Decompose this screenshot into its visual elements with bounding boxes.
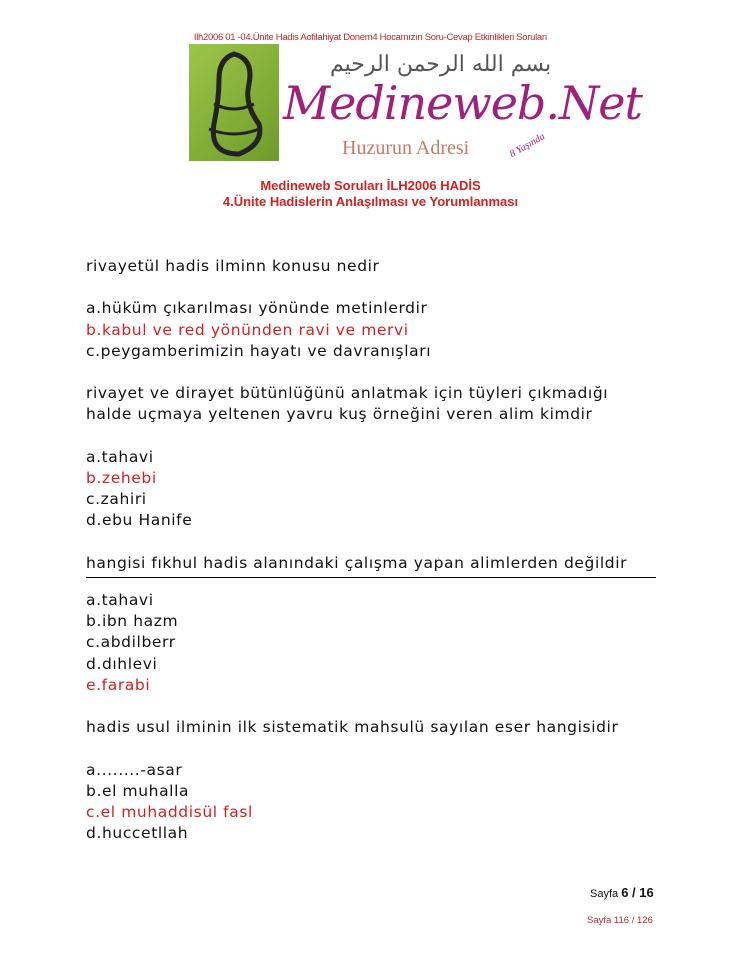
option: d.ebu Hanife bbox=[86, 511, 193, 530]
title-line-1: Medineweb Soruları İLH2006 HADİS bbox=[260, 178, 481, 193]
option: a.tahavi bbox=[86, 590, 154, 609]
question-2-line-2: halde uçmaya yeltenen yavru kuş örneğini veren alim kimdir bbox=[86, 405, 593, 424]
question-2-line-1: rivayet ve dirayet bütünlüğünü anlatmak için tüyleri çıkmadığı bbox=[86, 384, 609, 403]
option: a.hüküm çıkarılması yönünde metinlerdir bbox=[86, 299, 428, 318]
brand-logo-text: Medineweb.Net bbox=[283, 76, 642, 130]
question-3: hangisi fıkhul hadis alanındaki çalışma yapan alimlerden değildir bbox=[86, 553, 656, 578]
option: d.huccetllah bbox=[86, 824, 189, 843]
calligraphy-logo-image bbox=[189, 44, 279, 161]
running-header: Ilh2006 01 -04.Ünite Hadis Aofilahiyat Donem4 Hocamızın Soru-Cevap Etkinlikleri Soruları bbox=[193, 32, 548, 43]
option: a........-asar bbox=[86, 760, 183, 779]
bismillah-calligraphy: بسم الله الرحمن الرحيم bbox=[330, 52, 552, 77]
page-value: 6 / 16 bbox=[621, 885, 654, 900]
option-correct: b.zehebi bbox=[86, 468, 157, 487]
option: c.abdilberr bbox=[86, 633, 176, 652]
option: b.ibn hazm bbox=[86, 612, 179, 631]
question-list bbox=[86, 256, 666, 844]
option: d.dıhlevi bbox=[86, 654, 158, 673]
question-1: rivayetül hadis ilminn konusu nedir bbox=[86, 257, 380, 275]
page-number bbox=[590, 885, 654, 900]
option-correct: e.farabi bbox=[86, 675, 151, 694]
option: c.zahiri bbox=[86, 490, 147, 509]
option-correct: c.el muhaddisül fasl bbox=[86, 802, 253, 821]
total-page-number: Sayfa 116 / 126 bbox=[587, 915, 653, 926]
option: a.tahavi bbox=[86, 447, 154, 466]
document-title bbox=[0, 178, 741, 210]
page-label: Sayfa bbox=[590, 888, 619, 900]
option: b.el muhalla bbox=[86, 781, 190, 800]
brand-age-badge: 8 Yaşında bbox=[507, 131, 547, 160]
option-correct: b.kabul ve red yönünden ravi ve mervi bbox=[86, 320, 409, 339]
question-4: hadis usul ilminin ilk sistematik mahsulü sayılan eser hangisidir bbox=[86, 718, 619, 737]
option: c.peygamberimizin hayatı ve davranışları bbox=[86, 341, 432, 360]
title-line-2: 4.Ünite Hadislerin Anlaşılması ve Yorumlanması bbox=[222, 194, 519, 209]
brand-tagline: Huzurun Adresi bbox=[342, 137, 470, 159]
